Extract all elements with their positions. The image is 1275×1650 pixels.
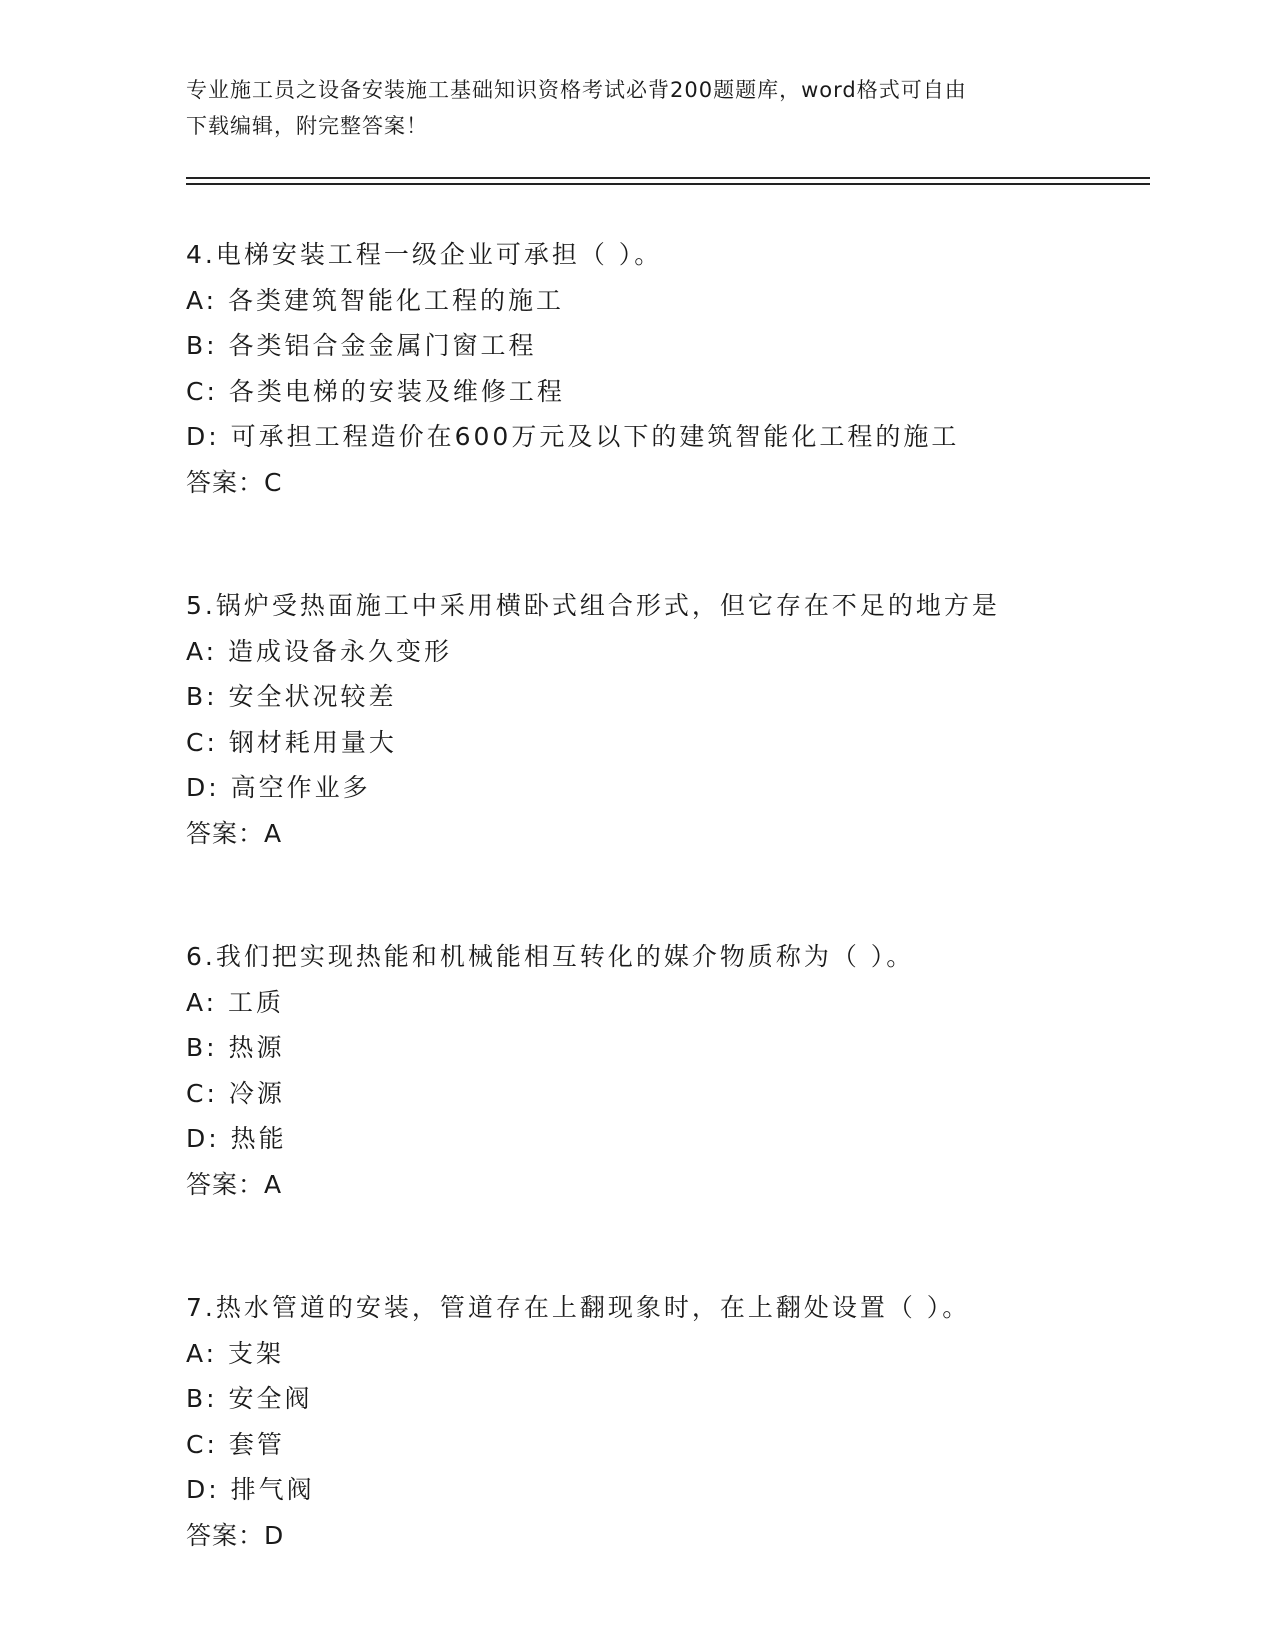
option-a: A: 支架	[186, 1338, 285, 1368]
option-c: C: 套管	[186, 1429, 285, 1459]
option-d: D: 热能	[186, 1124, 287, 1153]
question-7	[186, 1285, 1150, 1558]
question-stem: 7.热水管道的安装，管道存在上翻现象时，在上翻处设置（ ）。	[186, 1293, 971, 1322]
header-divider-top	[186, 177, 1150, 179]
option-c: C: 钢材耗用量大	[186, 727, 397, 757]
answer: 答案：D	[186, 1520, 285, 1550]
option-c: C: 各类电梯的安装及维修工程	[186, 376, 565, 406]
answer: 答案：A	[186, 1169, 283, 1199]
option-c: C: 冷源	[186, 1078, 285, 1108]
question-4	[186, 232, 1150, 505]
document-header	[186, 72, 1066, 144]
option-a: A: 造成设备永久变形	[186, 636, 453, 666]
option-a: A: 工质	[186, 987, 285, 1017]
header-divider-bottom	[186, 183, 1150, 185]
option-a: A: 各类建筑智能化工程的施工	[186, 285, 565, 315]
option-b: B: 安全阀	[186, 1384, 313, 1413]
question-stem: 4.电梯安装工程一级企业可承担（ ）。	[186, 240, 663, 269]
answer: 答案：A	[186, 818, 283, 848]
option-b: B: 安全状况较差	[186, 682, 397, 711]
question-list	[186, 232, 1150, 1636]
option-b: B: 热源	[186, 1033, 285, 1062]
answer: 答案：C	[186, 467, 283, 497]
option-d: D: 高空作业多	[186, 773, 371, 802]
option-b: B: 各类铝合金金属门窗工程	[186, 331, 537, 360]
question-5	[186, 583, 1150, 856]
question-stem: 6.我们把实现热能和机械能相互转化的媒介物质称为（ ）。	[186, 942, 915, 971]
header-line-1: 专业施工员之设备安装施工基础知识资格考试必背200题题库，word格式可自由	[186, 78, 967, 102]
option-d: D: 排气阀	[186, 1475, 315, 1504]
question-6	[186, 934, 1150, 1207]
question-stem: 5.锅炉受热面施工中采用横卧式组合形式，但它存在不足的地方是	[186, 591, 1000, 620]
option-d: D: 可承担工程造价在600万元及以下的建筑智能化工程的施工	[186, 422, 960, 451]
header-line-2: 下载编辑，附完整答案！	[186, 114, 428, 138]
